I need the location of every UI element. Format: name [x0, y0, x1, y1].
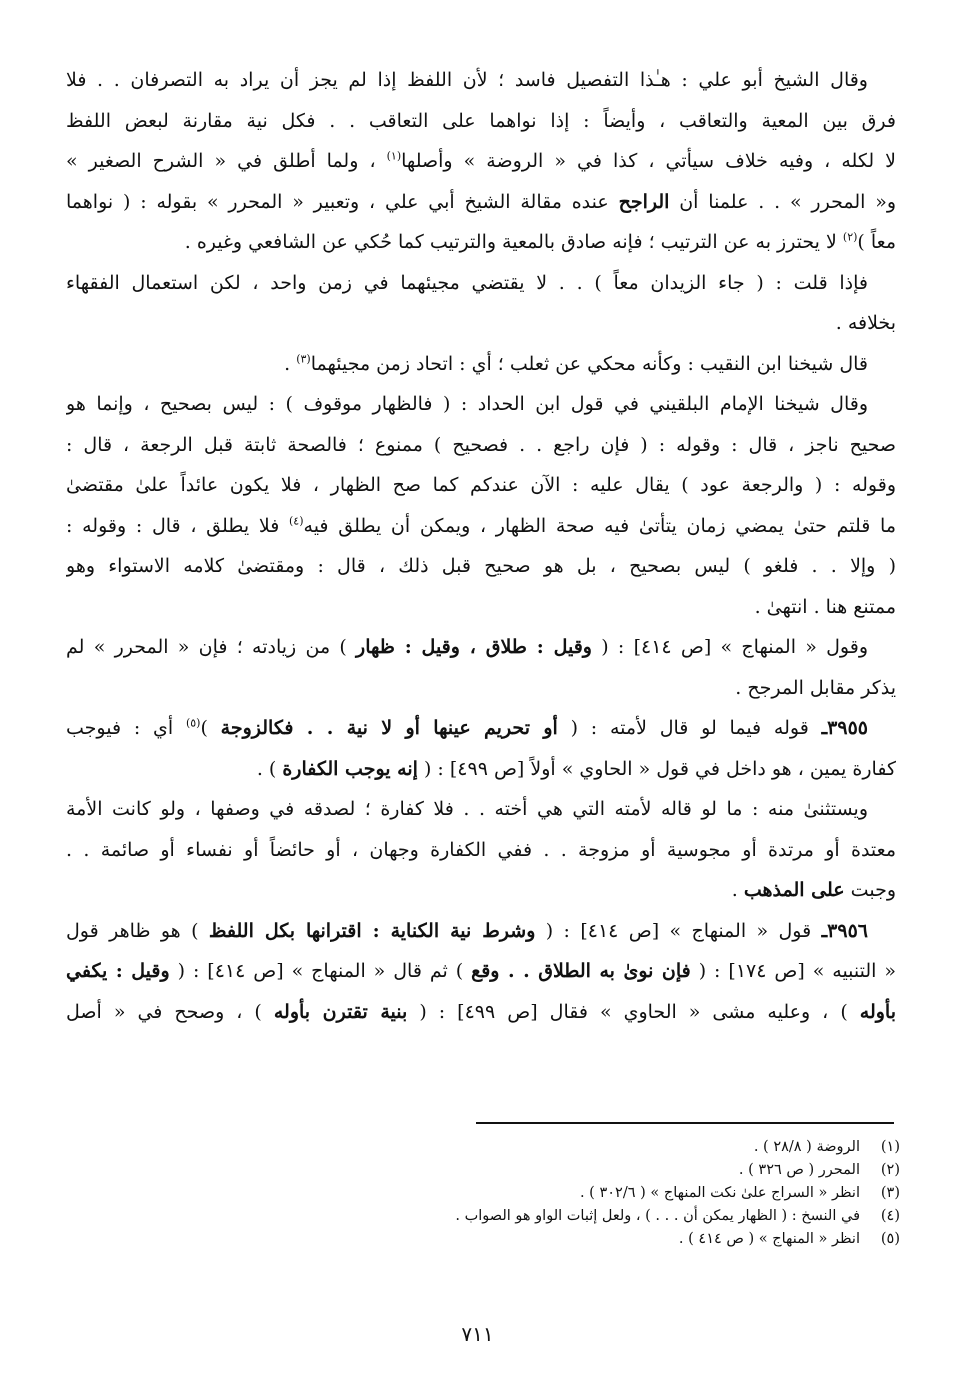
text-segment: وقال شيخنا الإمام البلقيني في قول ابن الحداد : ( فالظهار موقوف ) : ليس بصحيح ، وإنما هو — [66, 393, 868, 415]
text-segment: بخلافه . — [835, 312, 896, 334]
text-segment: ) — [200, 717, 221, 739]
text-line — [66, 425, 896, 466]
footnote-separator — [476, 1122, 894, 1124]
text-line — [66, 668, 896, 709]
main-text — [66, 60, 896, 1032]
bold-phrase: وقيل : طلاق ، وقيل : ظهار — [356, 636, 592, 658]
text-segment: . — [731, 879, 744, 901]
text-line — [66, 951, 896, 992]
footnote — [380, 1136, 900, 1159]
footnotes-block — [380, 1136, 900, 1251]
footnote — [380, 1228, 900, 1251]
bold-phrase: ٣٩٥٥ـ — [821, 717, 868, 739]
text-segment: ) ، وعليه مشى « الحاوي » فقال [ص ٤٩٩] : ( — [407, 1000, 860, 1023]
text-segment: ممتنع هنا . انتهىٰ . — [754, 595, 896, 618]
text-segment: صحيح ناجز ، قال : وقوله : ( فإن راجع . . فصحيح ) ممنوع ؛ فالصحة ثابتة قبل الرجعة ، قال : — [66, 433, 896, 456]
bold-phrase: الراجح — [618, 190, 670, 213]
text-segment: ) . — [256, 757, 283, 780]
footnote-text: المحرر ( ص ٣٢٦ ) . — [738, 1162, 860, 1178]
text-segment: فرق بين المعية والتعاقب ، وأيضاً : إذا نواهما على التعاقب . . فكل نية مقارنة لبعض اللفظ — [66, 109, 896, 132]
bold-phrase: فإن نوىٰ به الطلاق . . وقع — [471, 960, 691, 982]
text-segment: كفارة يمين ، هو داخل في قول « الحاوي » أولاً [ص ٤٩٩] : ( — [417, 757, 896, 780]
text-segment: ) ، وصحح في « أصل — [66, 1000, 274, 1023]
text-line — [66, 911, 896, 952]
text-line — [66, 708, 896, 749]
footnote-marker: (١) — [386, 149, 402, 163]
text-line — [66, 870, 896, 911]
bold-phrase: بنية تقترن بأوله — [273, 1000, 408, 1023]
page-number: ٧١١ — [461, 1322, 494, 1346]
text-segment: لا لكله ، وفيه خلاف سيأتي ، كذا في « الروضة » وأصلها — [401, 150, 896, 172]
text-line — [66, 749, 896, 790]
text-line — [66, 101, 896, 142]
text-line — [66, 222, 896, 263]
footnote — [380, 1182, 900, 1205]
bold-phrase: إنه يوجب الكفارة — [282, 757, 418, 780]
footnote-number: (٥) — [880, 1231, 900, 1247]
text-segment: معاً ) — [857, 231, 896, 253]
text-line — [66, 830, 896, 871]
text-line — [66, 141, 896, 182]
text-segment: معتدة أو مرتدة أو مجوسية أو مزوجة . . ففي الكفارة وجهان ، أو حائضاً أو نفساء أو صائمة . . — [66, 838, 896, 861]
text-line — [66, 627, 896, 668]
text-line — [66, 344, 896, 385]
footnote-text: الروضة ( ٢٨/٨ ) . — [753, 1139, 860, 1155]
text-segment: قول « المنهاج » [ص ٤١٤] : ( — [535, 919, 822, 942]
text-segment: يذكر مقابل المرجح . — [735, 676, 896, 699]
text-segment: . — [284, 352, 297, 375]
text-segment: وقول « المنهاج » [ص ٤١٤] : ( — [592, 636, 869, 658]
text-segment: و« المحرر » . . علمنا أن — [669, 190, 896, 213]
footnote-marker: (٥) — [185, 716, 201, 730]
text-segment: ) ثم قال « المنهاج » [ص ٤١٤] : ( — [169, 960, 472, 982]
bold-phrase: أو تحريم عينها أو لا نية . . فكالزوجة — [220, 717, 558, 739]
text-segment: « التنبيه » [ص ١٧٤] : ( — [690, 960, 896, 982]
text-line — [66, 60, 896, 101]
text-segment: عنده مقالة الشيخ أبي علي ، وتعبير « المحرر » بقوله : ( نواهما — [66, 190, 619, 213]
text-segment: ، ولما أطلق في « الشرح الصغير » — [66, 150, 387, 172]
text-line — [66, 587, 896, 628]
bold-phrase: على المذهب — [743, 879, 845, 901]
footnote-text: في النسخ : ( الظهار يمكن أن . . . ) ، ولعل إثبات الواو هو الصواب . — [455, 1208, 860, 1224]
text-segment: ) من زيادته ؛ فإن « المحرر » لم — [66, 636, 357, 658]
footnote-number: (١) — [880, 1139, 900, 1155]
text-line — [66, 789, 896, 830]
text-line — [66, 384, 896, 425]
text-line — [66, 263, 896, 304]
bold-phrase: وشرط نية الكناية : اقترانها بكل اللفظ — [208, 919, 536, 942]
text-segment: أي : فيوجب — [66, 717, 186, 739]
text-line — [66, 303, 896, 344]
footnote-number: (٢) — [880, 1162, 900, 1178]
text-segment: وقال الشيخ أبو علي : هـٰذا التفصيل فاسد ؛ لأن اللفظ إذا لم يجز أن يراد به التصرفان . . فلا — [66, 69, 868, 91]
footnote-marker: (٣) — [296, 352, 311, 366]
text-segment: ما قلتم حتىٰ يمضي زمان يتأتىٰ فيه صحة الظهار ، ويمكن أن يطلق فيه — [303, 514, 896, 537]
text-segment: فلا يطلق ، قال : وقوله : — [66, 514, 289, 537]
text-segment: ويستثنىٰ منه : ما لو قاله لأمته التي هي أخته . . فلا كفارة ؛ لصدقه في وصفها ، ولو كانت الأمة — [66, 798, 868, 820]
footnote-number: (٣) — [880, 1185, 900, 1201]
text-line — [66, 182, 896, 223]
footnote-text: انظر « المنهاج » ( ص ٤١٤ ) . — [678, 1231, 860, 1247]
text-segment: لا يحترز به عن الترتيب ؛ فإنه صادق بالمعية والترتيب كما حُكي عن الشافعي وغيره . — [184, 231, 843, 253]
text-segment: ( وإلا . . فلغو ) ليس بصحيح ، بل هو صحيح قبل ذلك ، قال : ومقتضىٰ كلامه الاستواء وهو — [66, 555, 896, 577]
footnote-text: انظر « السراج علىٰ نكت المنهاج » ( ٣٠٢/٦ ) . — [579, 1185, 860, 1201]
text-segment: وقوله : ( والرجعة عود ) يقال عليه : الآن عندكم كما صح الظهار ، فلا يكون عائداً علىٰ مقتضىٰ — [66, 474, 896, 496]
footnote-marker: (٢) — [842, 230, 858, 244]
bold-phrase: ٣٩٥٦ـ — [821, 919, 868, 942]
text-segment: قوله فيما لو قال لأمته : ( — [557, 717, 822, 739]
text-segment: قال شيخنا ابن النقيب : وكأنه محكي عن ثعلب ؛ أي : اتحاد زمن مجيئهما — [310, 352, 868, 375]
text-segment: ) هو ظاهر قول — [66, 919, 209, 942]
footnote-number: (٤) — [880, 1208, 900, 1224]
footnote — [380, 1159, 900, 1182]
bold-phrase: بأوله — [859, 1000, 896, 1023]
footnote — [380, 1205, 900, 1228]
text-line — [66, 465, 896, 506]
text-line — [66, 546, 896, 587]
text-line — [66, 992, 896, 1033]
text-segment: وجبت — [844, 879, 896, 901]
text-segment: فإذا قلت : ( جاء الزيدان معاً ) . . لا يقتضي مجيئهما في زمن واحد ، لكن استعمال الفقهاء — [66, 271, 868, 294]
footnote-marker: (٤) — [289, 514, 304, 528]
bold-phrase: وقيل : يكفي — [66, 960, 170, 982]
text-line — [66, 506, 896, 547]
